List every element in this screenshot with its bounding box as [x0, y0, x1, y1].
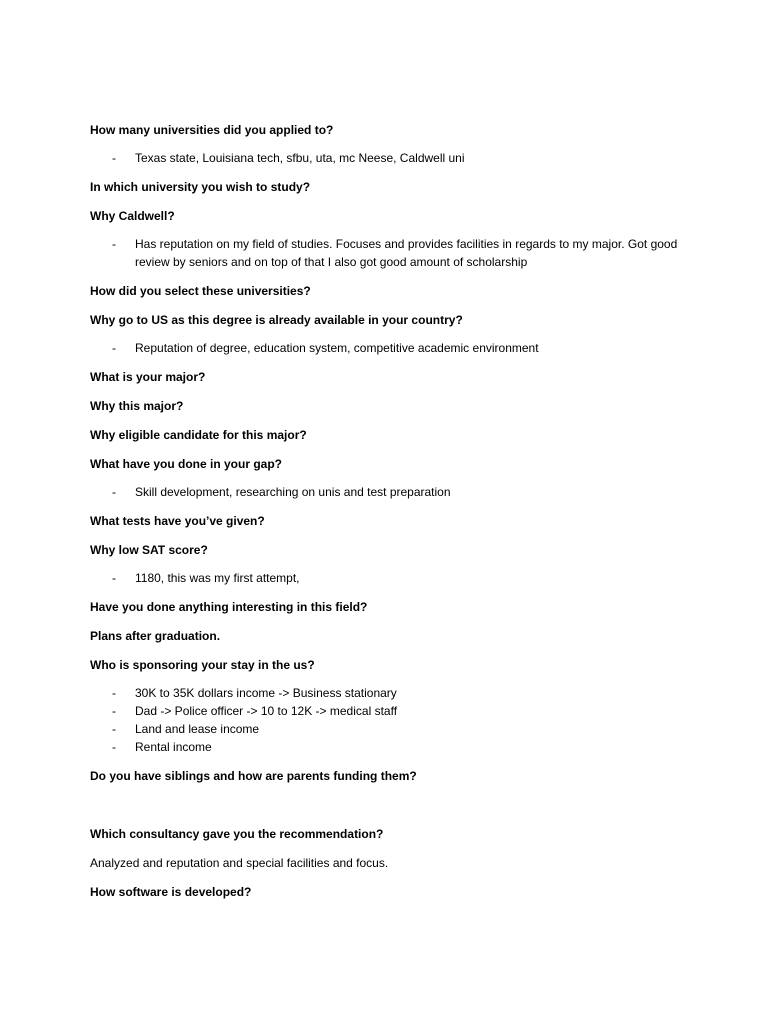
question-heading: In which university you wish to study? [90, 180, 311, 194]
answer-list-item [90, 483, 685, 501]
blank-space [90, 796, 685, 825]
answer-list-item-text: Rental income [135, 740, 212, 754]
answer-list [90, 684, 685, 756]
answer-list [90, 483, 685, 501]
bullet-dash: - [112, 571, 116, 585]
answer-list-item-text: Skill development, researching on unis and test preparation [135, 485, 451, 499]
question-heading: What have you done in your gap? [90, 457, 283, 471]
question-heading: Why this major? [90, 399, 184, 413]
answer-list [90, 339, 685, 357]
document-body [90, 121, 685, 912]
answer-list [90, 569, 685, 587]
bullet-dash: - [112, 341, 116, 355]
question-heading: How many universities did you applied to? [90, 123, 334, 137]
question-heading: How software is developed? [90, 885, 252, 899]
answer-list-item-text: Texas state, Louisiana tech, sfbu, uta, mc Neese, Caldwell uni [135, 151, 465, 165]
bullet-dash: - [112, 740, 116, 754]
question-heading: Which consultancy gave you the recommendation? [90, 827, 384, 841]
question-heading: Why eligible candidate for this major? [90, 428, 307, 442]
answer-list-item [90, 235, 685, 271]
answer-list-item [90, 149, 685, 167]
answer-list-item-text: Has reputation on my field of studies. Focuses and provides facilities in regards to my major. Got good review by seniors and on top of that I also got good amount of scholarship [135, 237, 678, 269]
question-heading: What is your major? [90, 370, 206, 384]
question-heading: Why low SAT score? [90, 543, 208, 557]
question-heading: Do you have siblings and how are parents funding them? [90, 769, 417, 783]
question-heading: Why go to US as this degree is already available in your country? [90, 313, 463, 327]
answer-list-item [90, 702, 685, 720]
answer-list-item [90, 738, 685, 756]
question-heading: Why Caldwell? [90, 209, 175, 223]
answer-list-item [90, 684, 685, 702]
answer-list [90, 235, 685, 271]
bullet-dash: - [112, 237, 116, 251]
question-heading: How did you select these universities? [90, 284, 311, 298]
bullet-dash: - [112, 686, 116, 700]
question-heading: Have you done anything interesting in this field? [90, 600, 368, 614]
bullet-dash: - [112, 485, 116, 499]
answer-list-item-text: 1180, this was my first attempt, [135, 571, 300, 585]
answer-list-item [90, 720, 685, 738]
bullet-dash: - [112, 704, 116, 718]
answer-list-item-text: Reputation of degree, education system, competitive academic environment [135, 341, 539, 355]
answer-list-item [90, 569, 685, 587]
question-heading: Plans after graduation. [90, 629, 221, 643]
answer-list-item-text: Land and lease income [135, 722, 260, 736]
bullet-dash: - [112, 151, 116, 165]
question-heading: Who is sponsoring your stay in the us? [90, 658, 315, 672]
answer-paragraph: Analyzed and reputation and special facilities and focus. [90, 856, 389, 870]
question-heading: What tests have you’ve given? [90, 514, 265, 528]
answer-list-item [90, 339, 685, 357]
answer-list-item-text: 30K to 35K dollars income -> Business stationary [135, 686, 397, 700]
answer-list-item-text: Dad -> Police officer -> 10 to 12K -> medical staff [135, 704, 398, 718]
bullet-dash: - [112, 722, 116, 736]
answer-list [90, 149, 685, 167]
